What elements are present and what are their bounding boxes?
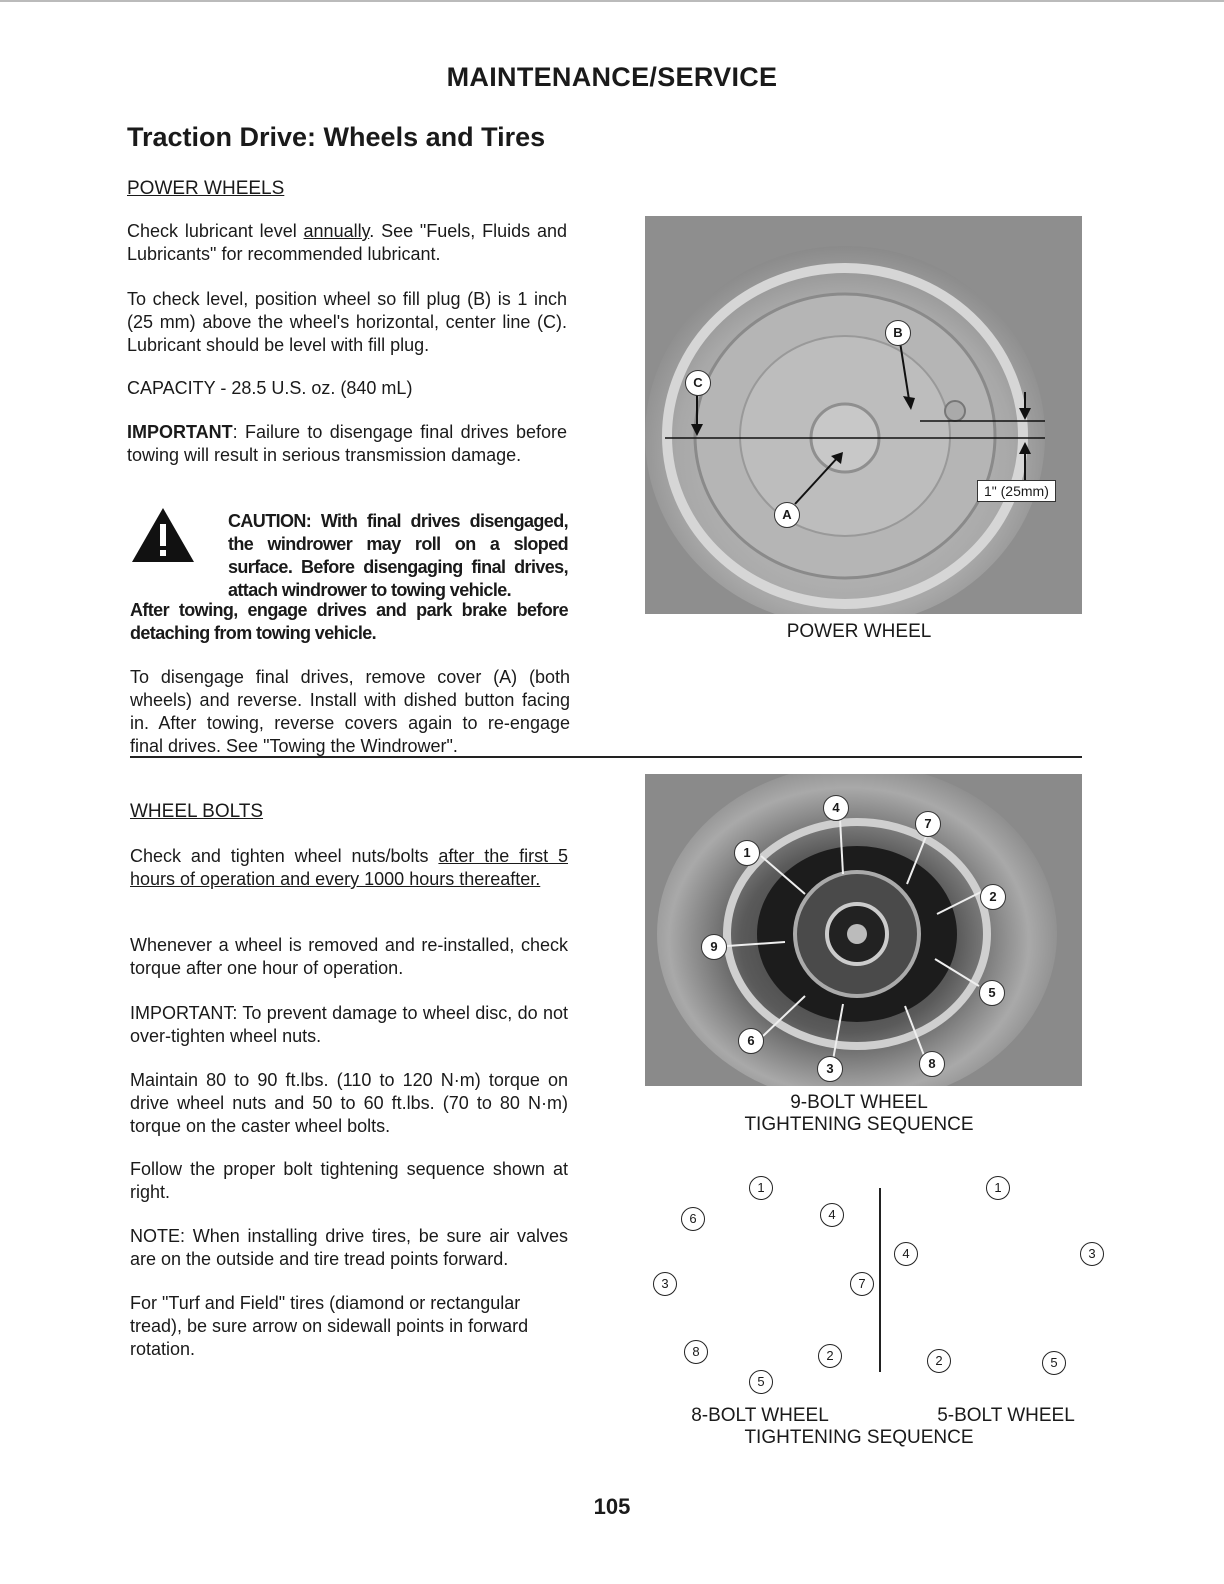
important-label: IMPORTANT [127,422,233,442]
disengage-paragraph: To disengage final drives, remove cover (A) (both wheels) and reverse. Install with dished button facing in. After towing, reverse covers again to re-engage final drives. See "Towing the Windrower". [130,667,570,756]
turf-field-paragraph: For "Turf and Field" tires (diamond or rectangular tread), be sure arrow on sidewall points in forward rotation. [130,1293,529,1359]
caution-label: CAUTION: [228,511,312,531]
eight-bolt-caption: 8-BOLT WHEEL [691,1405,829,1426]
five-bolt-number: 1 [986,1176,1010,1200]
callout-b: B [885,320,911,346]
eight-bolt-number: 2 [818,1344,842,1368]
power-wheel-photo [645,216,1082,614]
nine-bolt-caption-line1: 9-BOLT WHEEL [790,1092,928,1113]
sequence-paragraph: Follow the proper bolt tightening sequence shown at right. [130,1159,568,1202]
eight-bolt-number: 7 [850,1272,874,1296]
caution-paragraph [228,510,568,602]
eight-bolt-number: 1 [749,1176,773,1200]
nine-bolt-caption-line2: TIGHTENING SEQUENCE [744,1114,974,1135]
reinstall-paragraph: Whenever a wheel is removed and re-installed, check torque after one hour of operation. [130,935,568,978]
bolt-callout: 5 [979,980,1005,1006]
note-paragraph [130,1225,568,1271]
bolt-callout: 2 [980,884,1006,910]
five-bolt-number: 4 [894,1242,918,1266]
bolt-callout: 9 [701,934,727,960]
bolt-callout: 6 [738,1028,764,1054]
bolt-callout: 1 [734,840,760,866]
eight-bolt-number: 8 [684,1340,708,1364]
eight-bolt-number: 5 [749,1370,773,1394]
text: Check lubricant level [127,221,304,241]
text-underlined: annually [303,221,370,241]
power-wheel-drawing [645,216,1082,614]
nine-bolt-wheel-drawing [645,774,1082,1086]
important-wheel-disc-paragraph [130,1002,568,1048]
bolt-callout: 3 [817,1056,843,1082]
lubricant-paragraph [127,220,567,266]
capacity-line: CAPACITY - 28.5 U.S. oz. (840 mL) [127,378,413,398]
five-bolt-number: 3 [1080,1242,1104,1266]
text: : To prevent damage to wheel disc, do not over-tighten wheel nuts. [130,1003,568,1046]
callout-a: A [774,502,800,528]
eight-bolt-number: 4 [820,1203,844,1227]
power-wheels-heading: POWER WHEELS [127,178,285,199]
important-label: IMPORTANT [130,1003,233,1023]
text: Check and tighten wheel nuts/bolts [130,846,439,866]
callout-c: C [685,370,711,396]
page-header: MAINTENANCE/SERVICE [446,62,778,92]
bolt-callout: 8 [919,1051,945,1077]
caution-paragraph-end: After towing, engage drives and park brake before detaching from towing vehicle. [130,600,568,643]
text: . See "Fuels, Fluids and Lubricants" for recommended lubricant. [127,221,567,264]
text-underlined: after the first 5 hours of operation and every 1000 hours thereafter. [130,846,568,889]
power-wheel-caption: POWER WHEEL [786,621,932,642]
bolt-callout: 4 [823,795,849,821]
warning-triangle-icon [130,506,196,564]
bolt-callout: 7 [915,811,941,837]
five-bolt-number: 5 [1042,1351,1066,1375]
scan-edge [0,0,1224,2]
section-title: Traction Drive: Wheels and Tires [127,122,546,152]
bottom-sequence-caption: TIGHTENING SEQUENCE [744,1427,974,1448]
wheel-bolts-heading: WHEEL BOLTS [130,801,264,822]
eight-bolt-number: 3 [653,1272,677,1296]
five-bolt-caption: 5-BOLT WHEEL [937,1405,1075,1426]
note-label: NOTE [130,1226,181,1246]
text: : Failure to disengage final drives before towing will result in serious transmission damage. [127,422,567,465]
section-divider [130,756,1082,758]
eight-bolt-number: 6 [681,1207,705,1231]
dimension-label: 1" (25mm) [977,480,1056,502]
five-bolt-number: 2 [927,1349,951,1373]
important-paragraph [127,421,567,467]
text: : When installing drive tires, be sure air valves are on the outside and tire tread points forward. [130,1226,568,1269]
torque-paragraph: Maintain 80 to 90 ft.lbs. (110 to 120 N·m) torque on drive wheel nuts and 50 to 60 ft.lbs. (70 to 80 N·m) torque on the caster wheel bolts. [130,1070,568,1136]
page-number: 105 [593,1494,631,1519]
tighten-paragraph [130,845,568,891]
nine-bolt-wheel-photo [645,774,1082,1086]
diagram-divider [879,1188,881,1372]
text: With final drives disengaged, the windrower may roll on a sloped surface. Before disengaging final drives, attach windrower to towing vehicle. [228,511,568,600]
check-level-paragraph: To check level, position wheel so fill plug (B) is 1 inch (25 mm) above the wheel's horizontal, center line (C). Lubricant should be level with fill plug. [127,289,567,355]
